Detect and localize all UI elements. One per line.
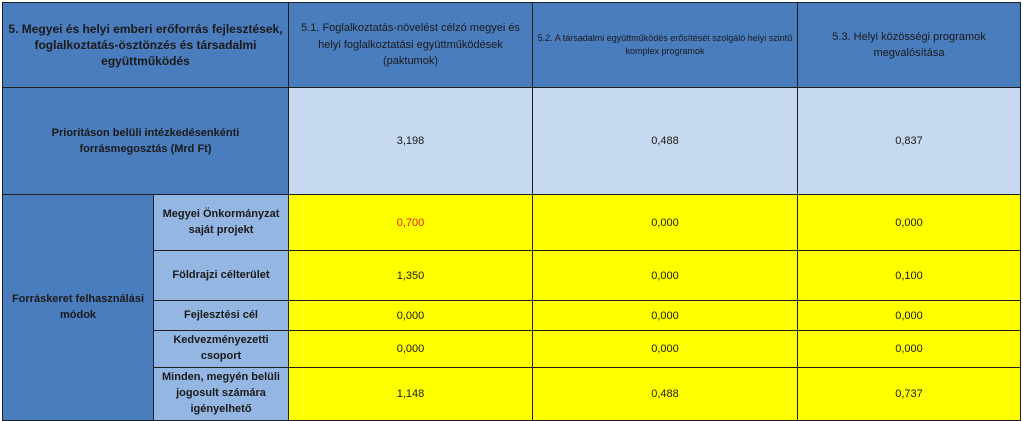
usage-row-label: Földrajzi célterület xyxy=(154,251,289,301)
allocation-table xyxy=(2,2,1021,421)
allocation-label: Prioritáson belüli intézkedésenkénti forrásmegosztás (Mrd Ft) xyxy=(51,126,240,155)
usage-value-highlighted: 0,700 xyxy=(289,195,533,251)
column-header-5-2-text: 5.2. A társadalmi együttműködés erősítését szolgáló helyi szintű komplex programok xyxy=(537,32,793,56)
priority-title: 5. Megyei és helyi emberi erőforrás fejlesztések, foglalkoztatás-ösztönzés és társadalmi együttműködés xyxy=(8,21,283,69)
usage-row-all-eligible xyxy=(3,367,1021,420)
allocation-row xyxy=(3,88,1021,195)
usage-value: 0,000 xyxy=(533,195,798,251)
usage-value: 0,000 xyxy=(798,301,1021,331)
column-header-5-3-text: 5.3. Helyi közösségi programok megvalósítása xyxy=(832,30,986,59)
usage-row-own-project xyxy=(3,195,1021,251)
usage-value: 0,000 xyxy=(289,331,533,368)
allocation-value-5-2: 0,488 xyxy=(533,88,798,195)
column-header-5-3 xyxy=(798,3,1021,88)
usage-value: 0,000 xyxy=(289,301,533,331)
usage-value: 1,148 xyxy=(289,367,533,420)
usage-value: 0,000 xyxy=(533,251,798,301)
usage-value: 0,100 xyxy=(798,251,1021,301)
priority-title-cell xyxy=(3,3,289,88)
allocation-table-container xyxy=(2,2,1020,415)
usage-value: 0,737 xyxy=(798,367,1021,420)
usage-row-label: Kedvezményezetti csoport xyxy=(154,331,289,368)
usage-value: 0,000 xyxy=(798,195,1021,251)
column-header-5-2 xyxy=(533,3,798,88)
usage-value: 1,350 xyxy=(289,251,533,301)
usage-row-label: Minden, megyén belüli jogosult számára igényelhető xyxy=(154,367,289,420)
column-header-5-1 xyxy=(289,3,533,88)
allocation-value-5-3: 0,837 xyxy=(798,88,1021,195)
usage-row-beneficiary-group xyxy=(3,331,1021,368)
usage-row-label: Megyei Önkormányzat saját projekt xyxy=(154,195,289,251)
usage-label-cell xyxy=(3,195,154,421)
usage-value: 0,488 xyxy=(533,367,798,420)
usage-row-development-goal xyxy=(3,301,1021,331)
header-row xyxy=(3,3,1021,88)
usage-value: 0,000 xyxy=(533,301,798,331)
allocation-label-cell xyxy=(3,88,289,195)
usage-label: Forráskeret felhasználási módok xyxy=(11,292,145,322)
usage-row-label: Fejlesztési cél xyxy=(154,301,289,331)
usage-value: 0,000 xyxy=(533,331,798,368)
column-header-5-1-text: 5.1. Foglalkoztatás-növelést célzó megyei és helyi foglalkoztatási együttműködések (paktumok) xyxy=(301,22,520,68)
allocation-value-5-1: 3,198 xyxy=(289,88,533,195)
usage-row-geographic-area xyxy=(3,251,1021,301)
usage-value: 0,000 xyxy=(798,331,1021,368)
